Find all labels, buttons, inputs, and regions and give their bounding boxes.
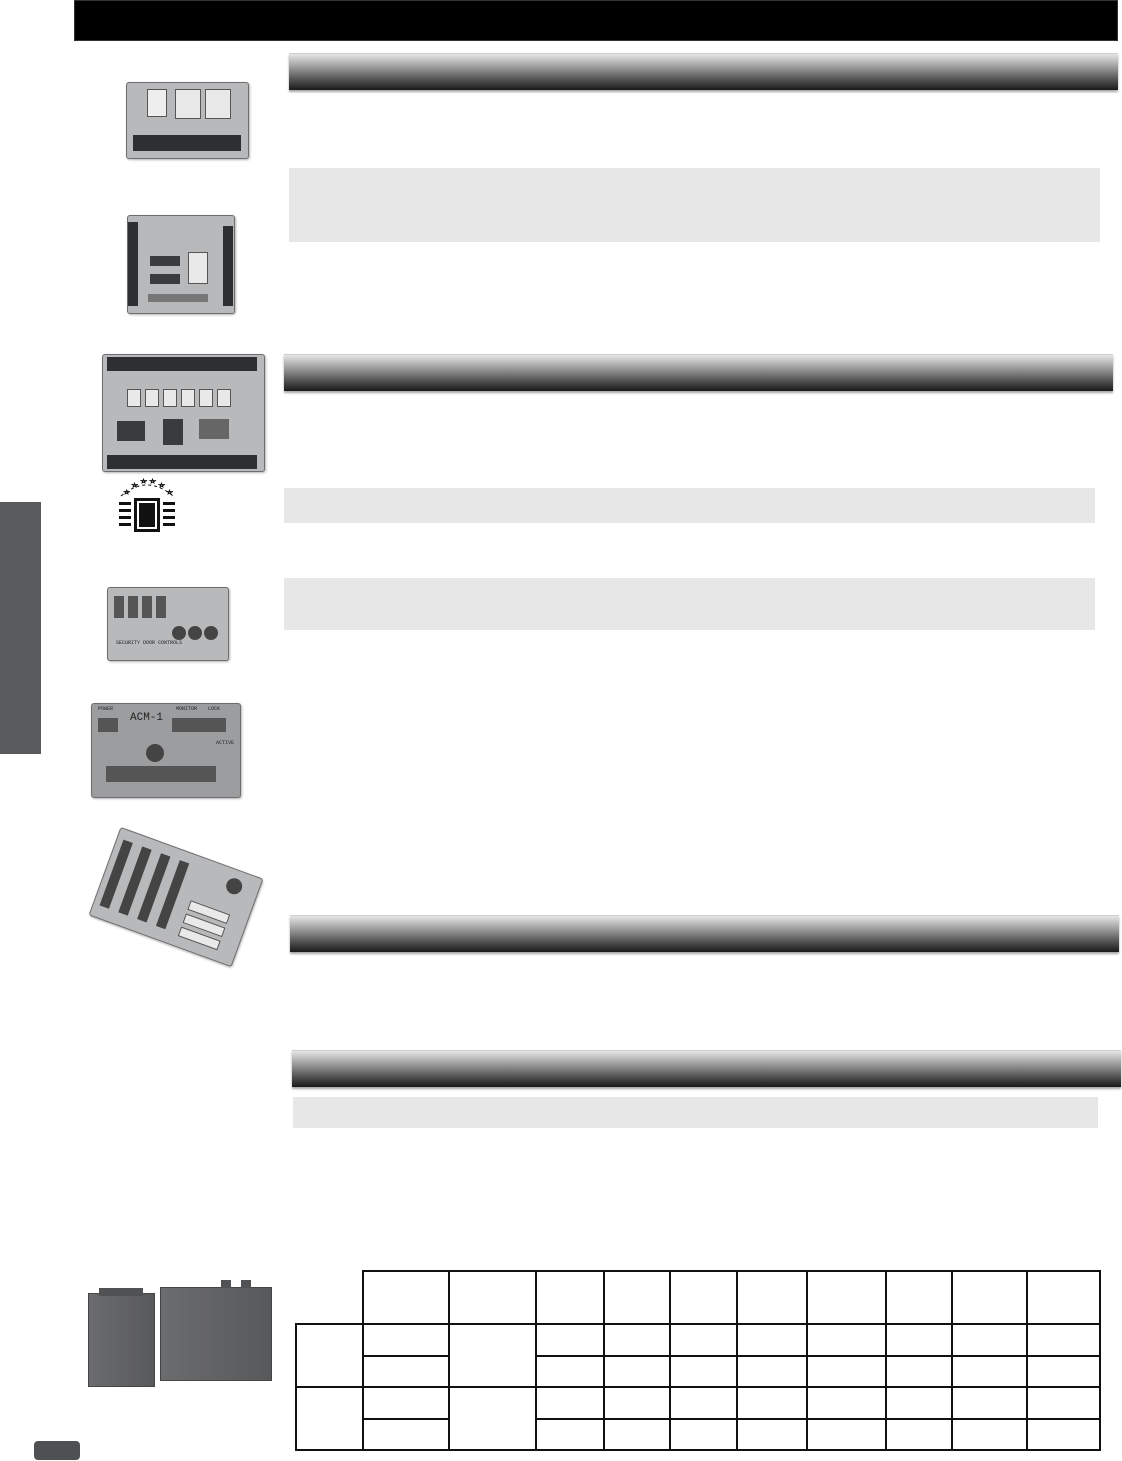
table-cell [1027,1356,1100,1387]
shaded-note-box-4 [293,1097,1098,1128]
table-cell [886,1356,952,1387]
table-cell [363,1387,449,1419]
table-group-cell [296,1324,363,1387]
table-header-cell [604,1271,670,1324]
table-cell [1027,1387,1100,1419]
table-cell [536,1387,603,1419]
page-number-tab [34,1441,80,1460]
table-header-cell [737,1271,808,1324]
table-cell [536,1419,603,1450]
acm-active-label: ACTIVE [216,740,235,746]
table-merged-cell [449,1387,536,1450]
table-cell [952,1419,1027,1450]
table-cell [737,1324,808,1356]
table-cell [807,1324,885,1356]
table-cell [807,1356,885,1387]
access-control-board [127,215,235,314]
table-cell [807,1387,885,1419]
battery-small [88,1293,155,1387]
section-side-tab [0,502,41,754]
table-header-cell [449,1271,536,1324]
page-header-bar [74,0,1118,41]
table-header-cell [363,1271,449,1324]
section-header-band-1 [289,53,1118,90]
table-row [296,1419,1100,1450]
table-cell [363,1324,449,1356]
table-group-cell [296,1387,363,1450]
table-cell [952,1356,1027,1387]
table-cell [670,1419,736,1450]
table-cell [670,1387,736,1419]
table-header-cell [952,1271,1027,1324]
table-row [296,1387,1100,1419]
table-cell [886,1324,952,1356]
table-header-cell [886,1271,952,1324]
table-cell [604,1324,670,1356]
door-control-silkscreen: SECURITY DOOR CONTROLS [116,640,183,646]
acm-model-label: ACM-1 [130,712,164,724]
shaded-note-box-2 [284,488,1095,523]
door-control-board [107,587,229,661]
section-header-band-4 [292,1050,1121,1087]
shaded-note-box-3 [284,578,1095,630]
table-cell [604,1356,670,1387]
table-cell [886,1419,952,1450]
table-row [296,1356,1100,1387]
section-header-band-3 [290,915,1119,952]
relay-module-board [126,82,249,159]
table-cell [536,1324,603,1356]
battery-spec-table [295,1270,1101,1451]
table-cell [737,1356,808,1387]
table-cell [363,1356,449,1387]
sia-logo [117,478,177,534]
shaded-note-box-1 [289,168,1100,242]
table-corner-cell [296,1271,363,1324]
table-cell [1027,1324,1100,1356]
table-cell [737,1387,808,1419]
table-cell [807,1419,885,1450]
table-cell [1027,1419,1100,1450]
section-header-band-2 [284,354,1113,391]
acm-board [91,703,241,798]
table-cell [363,1419,449,1450]
table-cell [670,1356,736,1387]
acm-lock-label: LOCK [208,706,221,712]
table-cell [952,1324,1027,1356]
table-header-row [296,1271,1100,1324]
table-merged-cell [449,1324,536,1387]
table-cell [737,1419,808,1450]
fuse-relay-board [82,828,266,966]
table-cell [670,1324,736,1356]
table-cell [536,1356,603,1387]
table-row [296,1324,1100,1356]
table-header-cell [807,1271,885,1324]
acm-monitor-label: MONITOR [176,706,198,712]
table-cell [604,1387,670,1419]
table-header-cell [536,1271,603,1324]
battery-large [160,1287,272,1381]
acm-power-label: POWER [98,706,114,712]
table-cell [604,1419,670,1450]
table-header-cell [670,1271,736,1324]
table-header-cell [1027,1271,1100,1324]
table-cell [886,1387,952,1419]
multi-relay-board [102,354,265,472]
table-cell [952,1387,1027,1419]
